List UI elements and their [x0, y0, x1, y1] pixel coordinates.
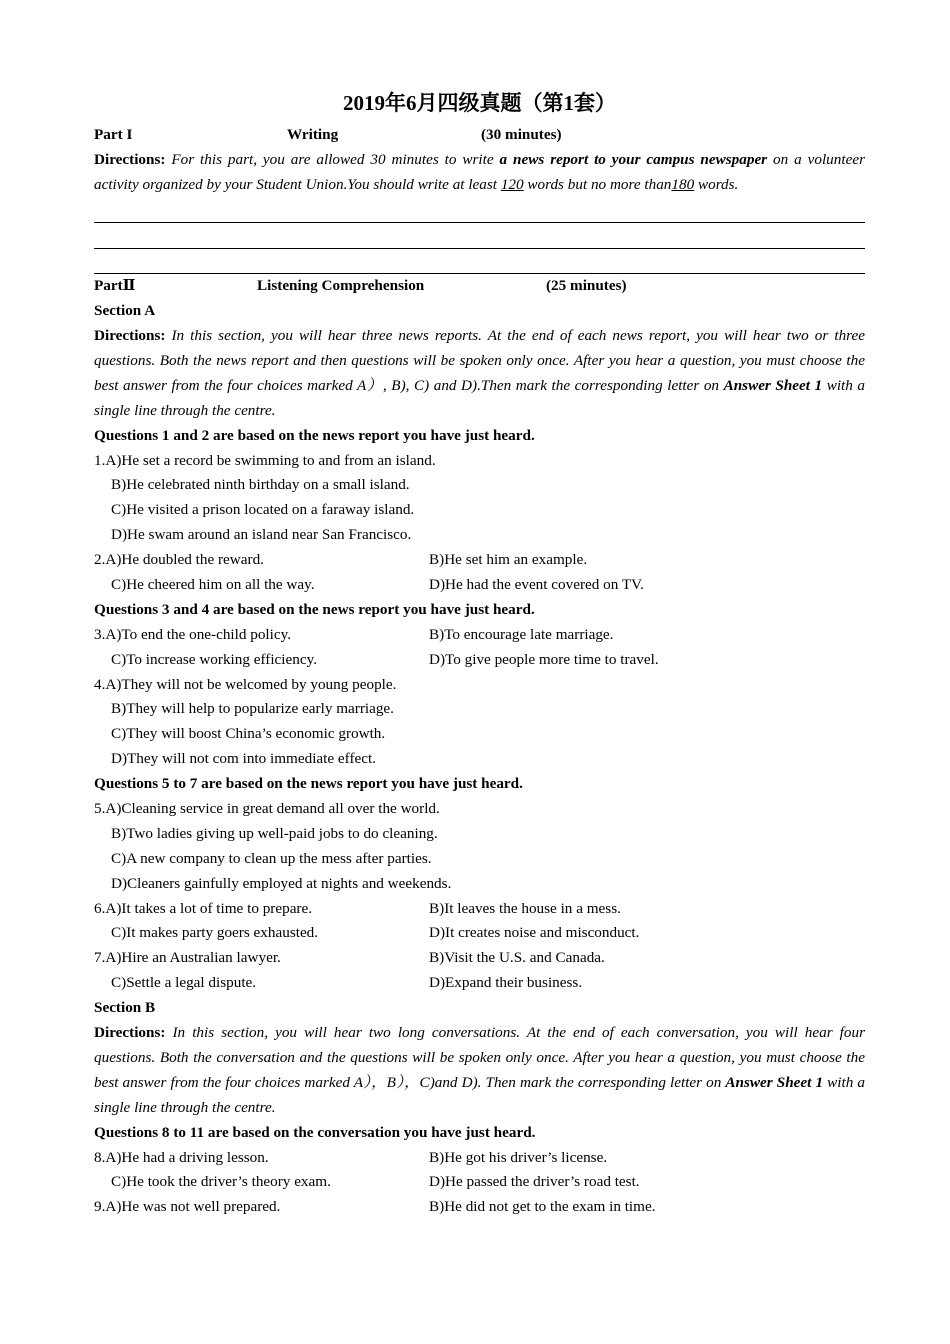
- question-row: [94, 1170, 865, 1195]
- question-row: [94, 1195, 865, 1220]
- answer-line: [94, 249, 865, 275]
- question-option: B)It leaves the house in a mess.: [429, 899, 621, 917]
- question-option: D)Cleaners gainfully employed at nights and weekends.: [111, 874, 452, 892]
- question-row: [94, 548, 865, 573]
- part1-header: [94, 123, 865, 148]
- question-option: C)It makes party goers exhausted.: [111, 924, 319, 942]
- question-option: B)They will help to popularize early marriage.: [111, 700, 394, 718]
- answer-line: [94, 198, 865, 224]
- question-group-heading: Questions 8 to 11 are based on the conversation you have just heard.: [94, 1123, 536, 1141]
- question-option: 3.A)To end the one-child policy.: [94, 625, 292, 643]
- part2-time: (25 minutes): [546, 277, 627, 295]
- answer-sheet-ref: Answer Sheet 1: [723, 376, 823, 394]
- question-option: B)Two ladies giving up well-paid jobs to do cleaning.: [111, 824, 438, 842]
- question-option: D)He passed the driver’s road test.: [429, 1173, 640, 1191]
- question-group-heading: Questions 3 and 4 are based on the news report you have just heard.: [94, 600, 535, 618]
- question-option: D)He swam around an island near San Francisco.: [111, 526, 412, 544]
- question-option: D)They will not com into immediate effect.: [111, 750, 377, 768]
- min-words: 120: [500, 175, 524, 193]
- question-row: [94, 897, 865, 922]
- question-option: B)He celebrated ninth birthday on a small island.: [111, 476, 410, 494]
- directions-label: Directions:: [94, 1023, 166, 1041]
- question-option: C)They will boost China’s economic growth.: [111, 725, 386, 743]
- question-option: C)He took the driver’s theory exam.: [111, 1173, 331, 1191]
- question-option: C)He visited a prison located on a faraway island.: [111, 501, 415, 519]
- question-option: 2.A)He doubled the reward.: [94, 551, 264, 569]
- question-option: 5.A)Cleaning service in great demand all over the world.: [94, 799, 440, 817]
- question-row: [94, 946, 865, 971]
- part2-header: [94, 274, 865, 299]
- part1-name: Part I: [94, 126, 133, 143]
- question-option: C)To increase working efficiency.: [111, 650, 317, 668]
- section-b-directions: Directions: In this section, you will hear two long conversations. At the end of each conversation, you will hear four questions. Both the conversation and the questions will be spoken only once. After you hear a question, you must choose the best answer from the four choices marked A），B），C)and D). Then mark the corresponding letter on Answer Sheet 1 with a single line through the centre.: [94, 1023, 865, 1116]
- question-group-heading: Questions 1 and 2 are based on the news report you have just heard.: [94, 426, 535, 444]
- question-option: 4.A)They will not be welcomed by young people.: [94, 675, 397, 693]
- question-option: 6.A)It takes a lot of time to prepare.: [94, 899, 313, 917]
- question-group-heading: Questions 5 to 7 are based on the news report you have just heard.: [94, 775, 523, 793]
- answer-sheet-ref: Answer Sheet 1: [725, 1073, 824, 1091]
- question-option: D)It creates noise and misconduct.: [429, 924, 640, 942]
- question-row: [94, 921, 865, 946]
- question-option: B)Visit the U.S. and Canada.: [429, 949, 605, 967]
- part2-name: PartⅡ: [94, 277, 136, 295]
- question-row: [94, 971, 865, 996]
- part1-time: (30 minutes): [481, 126, 562, 143]
- question-option: B)To encourage late marriage.: [429, 625, 614, 643]
- part2-section: Listening Comprehension: [257, 277, 425, 295]
- question-option: D)To give people more time to travel.: [429, 650, 659, 668]
- writing-task: a news report to your campus newspaper: [499, 150, 768, 168]
- answer-line: [94, 223, 865, 249]
- exam-page: [94, 86, 865, 1220]
- question-option: C)A new company to clean up the mess after parties.: [111, 849, 432, 867]
- section-b-heading: Section B: [94, 999, 156, 1017]
- question-row: [94, 573, 865, 598]
- question-row: [94, 648, 865, 673]
- question-option: D)Expand their business.: [429, 974, 583, 992]
- directions-label: Directions:: [94, 150, 166, 168]
- page-title: 2019年6月四级真题（第1套）: [343, 91, 616, 115]
- question-row: [94, 623, 865, 648]
- question-option: 8.A)He had a driving lesson.: [94, 1148, 269, 1166]
- question-option: B)He set him an example.: [429, 551, 588, 569]
- part1-section: Writing: [287, 126, 339, 143]
- question-option: 7.A)Hire an Australian lawyer.: [94, 949, 281, 967]
- question-option: B)He got his driver’s license.: [429, 1148, 608, 1166]
- question-option: 1.A)He set a record be swimming to and from an island.: [94, 451, 436, 469]
- question-option: 9.A)He was not well prepared.: [94, 1198, 281, 1216]
- question-row: [94, 1146, 865, 1171]
- question-option: D)He had the event covered on TV.: [429, 575, 644, 593]
- question-option: C)Settle a legal dispute.: [111, 974, 257, 992]
- question-option: C)He cheered him on all the way.: [111, 575, 315, 593]
- part1-directions: Directions: For this part, you are allowed 30 minutes to write a news report to your campus newspaper on a volunteer activity organized by your Student Union.You should write at least 120 words but no more than180 words.: [94, 150, 865, 193]
- max-words: 180: [671, 175, 695, 193]
- directions-label: Directions:: [94, 326, 166, 344]
- section-a-heading: Section A: [94, 302, 156, 320]
- question-option: B)He did not get to the exam in time.: [429, 1198, 656, 1216]
- section-a-directions: Directions: In this section, you will hear three news reports. At the end of each news report, you will hear two or three questions. Both the news report and then questions will be spoken only once. After you hear a question, you must choose the best answer from the four choices marked A）, B), C) and D).Then mark the corresponding letter on Answer Sheet 1 with a single line through the centre.: [94, 326, 865, 419]
